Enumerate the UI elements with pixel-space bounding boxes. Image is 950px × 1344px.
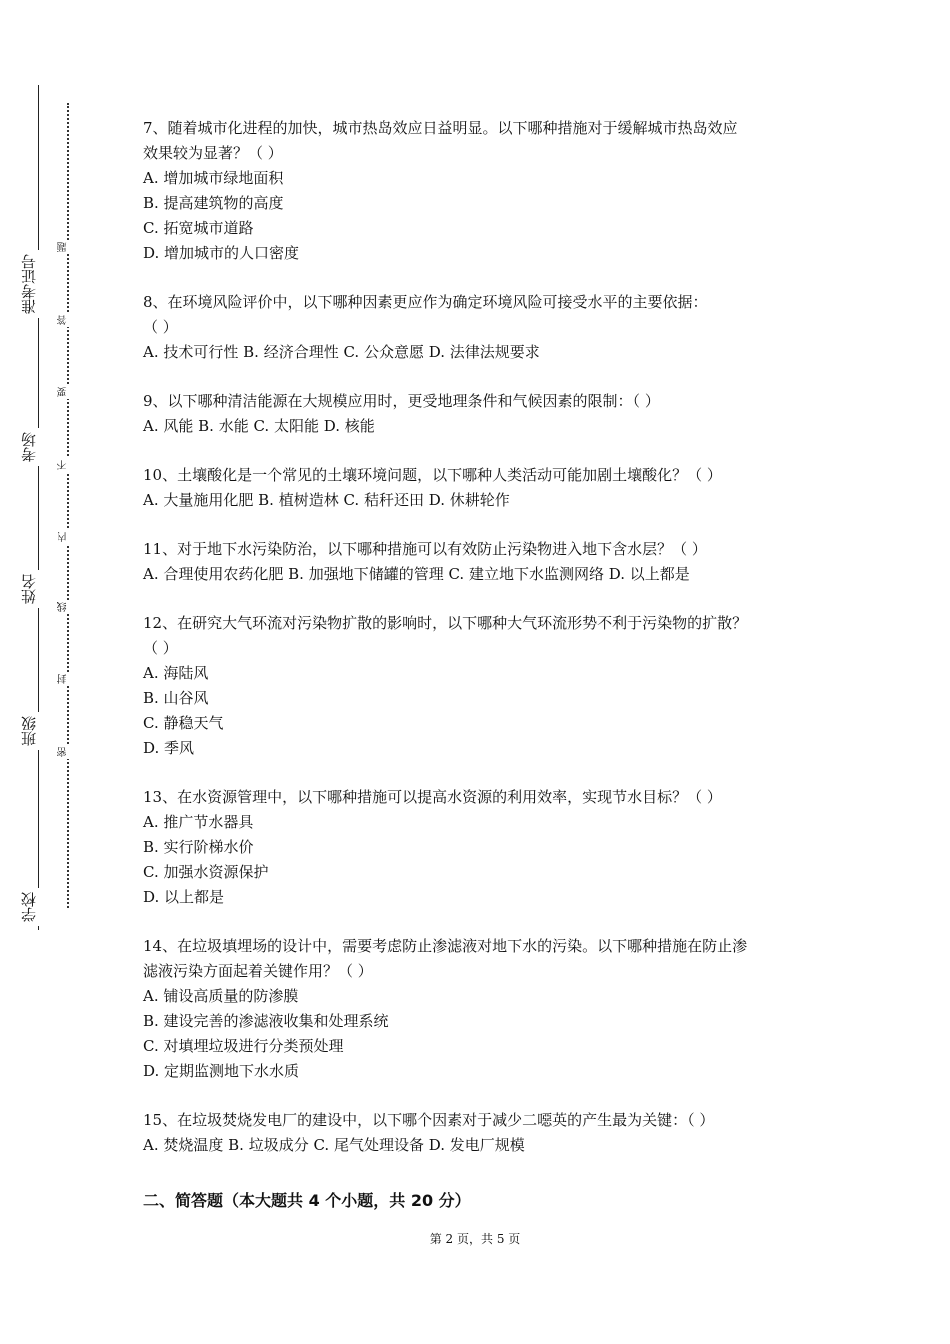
- answer-option: D. 以上都是: [143, 888, 225, 906]
- question-12: [143, 611, 823, 761]
- question-stem: 11、对于地下水污染防治，以下哪种措施可以有效防止污染物进入地下含水层？（ ）: [143, 540, 707, 558]
- answer-options: A. 风能 B. 水能 C. 太阳能 D. 核能: [143, 417, 375, 435]
- answer-option: A. 海陆风: [143, 664, 209, 682]
- field-label-name: 姓名: [22, 570, 54, 608]
- seal-char: 线: [59, 600, 75, 614]
- question-11: [143, 537, 823, 587]
- field-label-school: 学校: [22, 888, 54, 926]
- question-13: [143, 785, 823, 910]
- question-stem: 8、在环境风险评价中，以下哪种因素更应作为确定环境风险可接受水平的主要依据：: [143, 293, 708, 311]
- seal-char: 密: [59, 745, 75, 759]
- answer-option: B. 建设完善的渗滤液收集和处理系统: [143, 1012, 389, 1030]
- seal-dotted-line: [67, 103, 69, 908]
- question-stem: 滤液污染方面起着关键作用？（ ）: [143, 962, 373, 980]
- question-8: [143, 290, 823, 365]
- question-9: [143, 389, 823, 439]
- answer-options: A. 大量施用化肥 B. 植树造林 C. 秸秆还田 D. 休耕轮作: [143, 491, 510, 509]
- question-stem: 12、在研究大气环流对污染物扩散的影响时，以下哪种大气环流形势不利于污染物的扩散？: [143, 614, 748, 632]
- question-stem: 14、在垃圾填埋场的设计中，需要考虑防止渗滤液对地下水的污染。以下哪种措施在防止渗: [143, 937, 748, 955]
- binding-margin: [0, 0, 100, 1344]
- answer-option: C. 静稳天气: [143, 714, 224, 732]
- question-stem: 效果较为显著？（ ）: [143, 144, 283, 162]
- seal-char: 封: [59, 672, 75, 686]
- answer-option: C. 加强水资源保护: [143, 863, 269, 881]
- answer-options: A. 合理使用农药化肥 B. 加强地下储罐的管理 C. 建立地下水监测网络 D. 以上都是: [143, 565, 690, 583]
- question-stem: 9、以下哪种清洁能源在大规模应用时，更受地理条件和气候因素的限制：（ ）: [143, 392, 660, 410]
- answer-option: D. 增加城市的人口密度: [143, 244, 300, 262]
- answer-option: A. 增加城市绿地面积: [143, 169, 284, 187]
- seal-char: 不: [59, 458, 75, 472]
- seal-char: 答: [59, 313, 75, 327]
- answer-option: C. 拓宽城市道路: [143, 219, 254, 237]
- answer-option: C. 对填埋垃圾进行分类预处理: [143, 1037, 344, 1055]
- question-15: [143, 1108, 823, 1158]
- section-title: 二、简答题（本大题共 4 个小题，共 20 分）: [143, 1191, 471, 1210]
- field-label-class: 班级: [22, 712, 54, 750]
- question-stem: 13、在水资源管理中，以下哪种措施可以提高水资源的利用效率，实现节水目标？（ ）: [143, 788, 722, 806]
- page-footer: 第 2 页，共 5 页: [429, 1232, 521, 1246]
- answer-option: D. 定期监测地下水水质: [143, 1062, 300, 1080]
- answer-option: A. 推广节水器具: [143, 813, 254, 831]
- binding-solid-line: [38, 85, 39, 930]
- field-label-exam-room: 考场: [22, 428, 54, 466]
- answer-option: B. 山谷风: [143, 689, 209, 707]
- seal-char: 内: [59, 530, 75, 544]
- question-stem: （ ）: [143, 639, 178, 657]
- question-list: [143, 116, 823, 1182]
- field-label-exam-number: 准考证号: [22, 250, 54, 318]
- answer-options: A. 焚烧温度 B. 垃圾成分 C. 尾气处理设备 D. 发电厂规模: [143, 1136, 525, 1154]
- answer-options: A. 技术可行性 B. 经济合理性 C. 公众意愿 D. 法律法规要求: [143, 343, 540, 361]
- question-stem: 15、在垃圾焚烧发电厂的建设中，以下哪个因素对于减少二噁英的产生最为关键：（ ）: [143, 1111, 715, 1129]
- answer-option: D. 季风: [143, 739, 195, 757]
- seal-char: 要: [59, 385, 75, 399]
- question-7: [143, 116, 823, 266]
- question-stem: 7、随着城市化进程的加快，城市热岛效应日益明显。以下哪种措施对于缓解城市热岛效应: [143, 119, 738, 137]
- answer-option: A. 铺设高质量的防渗膜: [143, 987, 299, 1005]
- question-14: [143, 934, 823, 1084]
- question-stem: （ ）: [143, 318, 178, 336]
- seal-char: 题: [59, 240, 75, 254]
- question-10: [143, 463, 823, 513]
- answer-option: B. 实行阶梯水价: [143, 838, 254, 856]
- answer-option: B. 提高建筑物的高度: [143, 194, 284, 212]
- question-stem: 10、土壤酸化是一个常见的土壤环境问题，以下哪种人类活动可能加剧土壤酸化？（ ）: [143, 466, 722, 484]
